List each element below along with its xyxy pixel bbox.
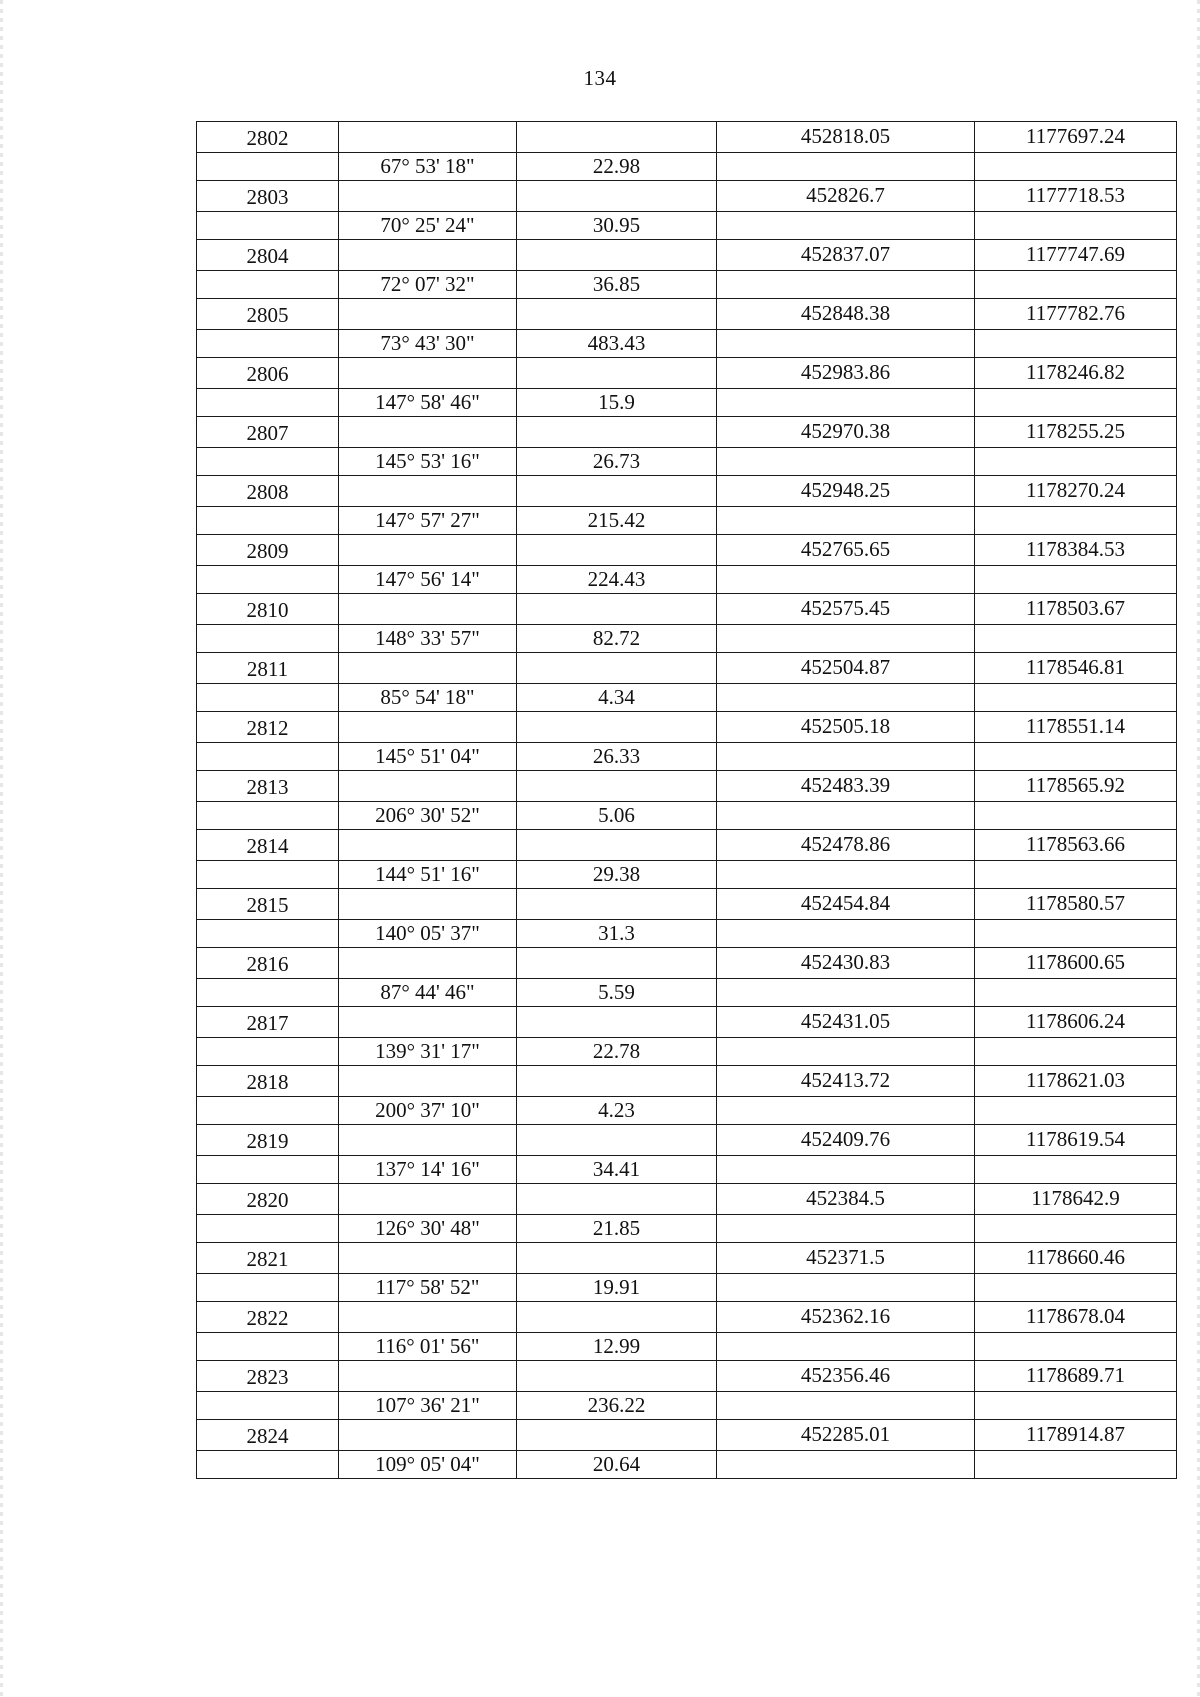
- northing-cell-empty: [717, 1273, 975, 1302]
- segment-row: [197, 270, 1177, 299]
- easting-cell-empty: [975, 1096, 1177, 1125]
- northing-cell: 452848.38: [717, 299, 975, 330]
- bearing-cell: 137° 14' 16": [339, 1155, 517, 1184]
- distance-cell-empty: [517, 240, 717, 271]
- distance-cell-empty: [517, 1007, 717, 1038]
- point-id-cell: 2820: [197, 1184, 339, 1215]
- northing-cell: 452970.38: [717, 417, 975, 448]
- point-row: [197, 240, 1177, 271]
- distance-cell: 12.99: [517, 1332, 717, 1361]
- bearing-cell-empty: [339, 1007, 517, 1038]
- bearing-cell: 147° 57' 27": [339, 506, 517, 535]
- point-id-cell-empty: [197, 565, 339, 594]
- point-id-cell-empty: [197, 388, 339, 417]
- bearing-cell-empty: [339, 1066, 517, 1097]
- point-id-cell-empty: [197, 1037, 339, 1066]
- distance-cell-empty: [517, 594, 717, 625]
- segment-row: [197, 801, 1177, 830]
- distance-cell: 483.43: [517, 329, 717, 358]
- distance-cell-empty: [517, 417, 717, 448]
- easting-cell: 1178678.04: [975, 1302, 1177, 1333]
- distance-cell: 26.73: [517, 447, 717, 476]
- bearing-cell: 140° 05' 37": [339, 919, 517, 948]
- distance-cell-empty: [517, 1361, 717, 1392]
- point-row: [197, 1007, 1177, 1038]
- point-id-cell: 2805: [197, 299, 339, 330]
- point-row: [197, 417, 1177, 448]
- easting-cell: 1177747.69: [975, 240, 1177, 271]
- point-row: [197, 1243, 1177, 1274]
- distance-cell: 82.72: [517, 624, 717, 653]
- easting-cell-empty: [975, 1332, 1177, 1361]
- point-id-cell: 2816: [197, 948, 339, 979]
- bearing-cell-empty: [339, 830, 517, 861]
- point-id-cell: 2819: [197, 1125, 339, 1156]
- bearing-cell: 73° 43' 30": [339, 329, 517, 358]
- northing-cell: 452384.5: [717, 1184, 975, 1215]
- distance-cell: 4.23: [517, 1096, 717, 1125]
- distance-cell: 31.3: [517, 919, 717, 948]
- point-id-cell: 2822: [197, 1302, 339, 1333]
- distance-cell-empty: [517, 122, 717, 153]
- easting-cell: 1178619.54: [975, 1125, 1177, 1156]
- northing-cell: 452413.72: [717, 1066, 975, 1097]
- distance-cell-empty: [517, 1420, 717, 1451]
- bearing-cell-empty: [339, 1184, 517, 1215]
- bearing-cell: 70° 25' 24": [339, 211, 517, 240]
- easting-cell: 1178565.92: [975, 771, 1177, 802]
- bearing-cell-empty: [339, 240, 517, 271]
- point-row: [197, 948, 1177, 979]
- northing-cell-empty: [717, 919, 975, 948]
- bearing-cell: 87° 44' 46": [339, 978, 517, 1007]
- distance-cell-empty: [517, 1243, 717, 1274]
- distance-cell: 21.85: [517, 1214, 717, 1243]
- northing-cell-empty: [717, 801, 975, 830]
- northing-cell-empty: [717, 978, 975, 1007]
- point-id-cell-empty: [197, 152, 339, 181]
- easting-cell-empty: [975, 329, 1177, 358]
- easting-cell-empty: [975, 860, 1177, 889]
- point-id-cell-empty: [197, 624, 339, 653]
- bearing-cell: 139° 31' 17": [339, 1037, 517, 1066]
- point-row: [197, 476, 1177, 507]
- point-row: [197, 535, 1177, 566]
- easting-cell: 1178255.25: [975, 417, 1177, 448]
- coordinate-table: [196, 121, 1177, 1479]
- northing-cell-empty: [717, 329, 975, 358]
- segment-row: [197, 860, 1177, 889]
- point-id-cell-empty: [197, 978, 339, 1007]
- easting-cell-empty: [975, 978, 1177, 1007]
- distance-cell: 34.41: [517, 1155, 717, 1184]
- bearing-cell-empty: [339, 417, 517, 448]
- distance-cell: 19.91: [517, 1273, 717, 1302]
- point-id-cell: 2812: [197, 712, 339, 743]
- point-row: [197, 1420, 1177, 1451]
- point-row: [197, 1361, 1177, 1392]
- northing-cell: 452818.05: [717, 122, 975, 153]
- bearing-cell-empty: [339, 1125, 517, 1156]
- segment-row: [197, 1273, 1177, 1302]
- bearing-cell-empty: [339, 1302, 517, 1333]
- easting-cell-empty: [975, 152, 1177, 181]
- bearing-cell: 147° 56' 14": [339, 565, 517, 594]
- segment-row: [197, 1096, 1177, 1125]
- point-row: [197, 1125, 1177, 1156]
- bearing-cell: 126° 30' 48": [339, 1214, 517, 1243]
- easting-cell-empty: [975, 1155, 1177, 1184]
- distance-cell-empty: [517, 1184, 717, 1215]
- distance-cell: 215.42: [517, 506, 717, 535]
- bearing-cell: 67° 53' 18": [339, 152, 517, 181]
- distance-cell-empty: [517, 889, 717, 920]
- easting-cell: 1178270.24: [975, 476, 1177, 507]
- bearing-cell: 200° 37' 10": [339, 1096, 517, 1125]
- distance-cell: 4.34: [517, 683, 717, 712]
- point-id-cell: 2818: [197, 1066, 339, 1097]
- northing-cell-empty: [717, 270, 975, 299]
- point-row: [197, 594, 1177, 625]
- distance-cell: 26.33: [517, 742, 717, 771]
- easting-cell: 1178580.57: [975, 889, 1177, 920]
- point-id-cell: 2813: [197, 771, 339, 802]
- point-id-cell: 2823: [197, 1361, 339, 1392]
- point-row: [197, 1302, 1177, 1333]
- easting-cell-empty: [975, 388, 1177, 417]
- bearing-cell-empty: [339, 1243, 517, 1274]
- distance-cell: 22.78: [517, 1037, 717, 1066]
- point-id-cell-empty: [197, 919, 339, 948]
- northing-cell-empty: [717, 742, 975, 771]
- distance-cell-empty: [517, 476, 717, 507]
- distance-cell: 224.43: [517, 565, 717, 594]
- bearing-cell-empty: [339, 1361, 517, 1392]
- segment-row: [197, 211, 1177, 240]
- distance-cell: 5.06: [517, 801, 717, 830]
- point-id-cell: 2810: [197, 594, 339, 625]
- bearing-cell: 107° 36' 21": [339, 1391, 517, 1420]
- point-id-cell: 2803: [197, 181, 339, 212]
- distance-cell: 36.85: [517, 270, 717, 299]
- northing-cell: 452505.18: [717, 712, 975, 743]
- northing-cell-empty: [717, 683, 975, 712]
- point-id-cell-empty: [197, 860, 339, 889]
- segment-row: [197, 388, 1177, 417]
- northing-cell: 452409.76: [717, 1125, 975, 1156]
- easting-cell-empty: [975, 1450, 1177, 1479]
- point-id-cell-empty: [197, 506, 339, 535]
- northing-cell: 452454.84: [717, 889, 975, 920]
- easting-cell: 1178563.66: [975, 830, 1177, 861]
- segment-row: [197, 742, 1177, 771]
- point-id-cell-empty: [197, 1096, 339, 1125]
- point-id-cell: 2815: [197, 889, 339, 920]
- bearing-cell-empty: [339, 594, 517, 625]
- northing-cell-empty: [717, 1155, 975, 1184]
- point-id-cell: 2807: [197, 417, 339, 448]
- bearing-cell: 147° 58' 46": [339, 388, 517, 417]
- northing-cell-empty: [717, 565, 975, 594]
- northing-cell-empty: [717, 860, 975, 889]
- northing-cell-empty: [717, 1332, 975, 1361]
- bearing-cell-empty: [339, 358, 517, 389]
- segment-row: [197, 1332, 1177, 1361]
- point-id-cell-empty: [197, 742, 339, 771]
- point-id-cell-empty: [197, 211, 339, 240]
- northing-cell: 452285.01: [717, 1420, 975, 1451]
- distance-cell: 22.98: [517, 152, 717, 181]
- bearing-cell-empty: [339, 1420, 517, 1451]
- bearing-cell: 145° 53' 16": [339, 447, 517, 476]
- easting-cell-empty: [975, 1214, 1177, 1243]
- northing-cell-empty: [717, 1037, 975, 1066]
- distance-cell: 30.95: [517, 211, 717, 240]
- easting-cell-empty: [975, 270, 1177, 299]
- page-number: 134: [583, 66, 617, 90]
- point-id-cell: 2802: [197, 122, 339, 153]
- easting-cell-empty: [975, 1037, 1177, 1066]
- point-row: [197, 1066, 1177, 1097]
- distance-cell-empty: [517, 299, 717, 330]
- bearing-cell-empty: [339, 712, 517, 743]
- point-id-cell: 2814: [197, 830, 339, 861]
- point-id-cell-empty: [197, 801, 339, 830]
- easting-cell-empty: [975, 919, 1177, 948]
- bearing-cell: 145° 51' 04": [339, 742, 517, 771]
- easting-cell: 1178246.82: [975, 358, 1177, 389]
- easting-cell-empty: [975, 211, 1177, 240]
- coordinate-table-body: [197, 122, 1177, 1479]
- segment-row: [197, 1391, 1177, 1420]
- bearing-cell-empty: [339, 476, 517, 507]
- distance-cell-empty: [517, 1066, 717, 1097]
- distance-cell-empty: [517, 181, 717, 212]
- northing-cell: 452430.83: [717, 948, 975, 979]
- point-id-cell-empty: [197, 1214, 339, 1243]
- segment-row: [197, 919, 1177, 948]
- easting-cell: 1177697.24: [975, 122, 1177, 153]
- point-id-cell: 2804: [197, 240, 339, 271]
- distance-cell-empty: [517, 358, 717, 389]
- point-row: [197, 712, 1177, 743]
- bearing-cell: 109° 05' 04": [339, 1450, 517, 1479]
- easting-cell-empty: [975, 1273, 1177, 1302]
- point-row: [197, 181, 1177, 212]
- point-id-cell-empty: [197, 1332, 339, 1361]
- easting-cell: 1178503.67: [975, 594, 1177, 625]
- bearing-cell: 72° 07' 32": [339, 270, 517, 299]
- easting-cell: 1178546.81: [975, 653, 1177, 684]
- northing-cell: 452504.87: [717, 653, 975, 684]
- easting-cell: 1178606.24: [975, 1007, 1177, 1038]
- northing-cell-empty: [717, 1391, 975, 1420]
- point-id-cell-empty: [197, 1155, 339, 1184]
- bearing-cell-empty: [339, 122, 517, 153]
- easting-cell-empty: [975, 801, 1177, 830]
- distance-cell-empty: [517, 712, 717, 743]
- easting-cell: 1178660.46: [975, 1243, 1177, 1274]
- bearing-cell: 144° 51' 16": [339, 860, 517, 889]
- northing-cell-empty: [717, 211, 975, 240]
- distance-cell-empty: [517, 1302, 717, 1333]
- bearing-cell: 148° 33' 57": [339, 624, 517, 653]
- point-id-cell: 2806: [197, 358, 339, 389]
- segment-row: [197, 1037, 1177, 1066]
- point-id-cell: 2808: [197, 476, 339, 507]
- northing-cell-empty: [717, 1214, 975, 1243]
- distance-cell: 15.9: [517, 388, 717, 417]
- easting-cell: 1178551.14: [975, 712, 1177, 743]
- bearing-cell: 206° 30' 52": [339, 801, 517, 830]
- easting-cell-empty: [975, 1391, 1177, 1420]
- distance-cell-empty: [517, 948, 717, 979]
- bearing-cell: 116° 01' 56": [339, 1332, 517, 1361]
- segment-row: [197, 978, 1177, 1007]
- easting-cell: 1178384.53: [975, 535, 1177, 566]
- segment-row: [197, 329, 1177, 358]
- point-row: [197, 299, 1177, 330]
- northing-cell: 452362.16: [717, 1302, 975, 1333]
- point-id-cell-empty: [197, 1391, 339, 1420]
- northing-cell-empty: [717, 388, 975, 417]
- northing-cell: 452983.86: [717, 358, 975, 389]
- northing-cell: 452371.5: [717, 1243, 975, 1274]
- point-id-cell-empty: [197, 270, 339, 299]
- segment-row: [197, 683, 1177, 712]
- easting-cell: 1178621.03: [975, 1066, 1177, 1097]
- northing-cell-empty: [717, 506, 975, 535]
- point-id-cell: 2809: [197, 535, 339, 566]
- point-row: [197, 1184, 1177, 1215]
- segment-row: [197, 1155, 1177, 1184]
- segment-row: [197, 152, 1177, 181]
- segment-row: [197, 1214, 1177, 1243]
- point-id-cell: 2824: [197, 1420, 339, 1451]
- northing-cell: 452431.05: [717, 1007, 975, 1038]
- segment-row: [197, 506, 1177, 535]
- point-id-cell: 2811: [197, 653, 339, 684]
- bearing-cell-empty: [339, 889, 517, 920]
- point-id-cell-empty: [197, 447, 339, 476]
- point-row: [197, 358, 1177, 389]
- distance-cell-empty: [517, 771, 717, 802]
- bearing-cell: 117° 58' 52": [339, 1273, 517, 1302]
- northing-cell: 452826.7: [717, 181, 975, 212]
- distance-cell: 5.59: [517, 978, 717, 1007]
- distance-cell: 29.38: [517, 860, 717, 889]
- easting-cell: 1178689.71: [975, 1361, 1177, 1392]
- northing-cell: 452478.86: [717, 830, 975, 861]
- northing-cell-empty: [717, 152, 975, 181]
- segment-row: [197, 565, 1177, 594]
- bearing-cell: 85° 54' 18": [339, 683, 517, 712]
- distance-cell-empty: [517, 535, 717, 566]
- segment-row: [197, 1450, 1177, 1479]
- distance-cell-empty: [517, 830, 717, 861]
- northing-cell: 452837.07: [717, 240, 975, 271]
- distance-cell-empty: [517, 1125, 717, 1156]
- point-id-cell-empty: [197, 683, 339, 712]
- easting-cell: 1177782.76: [975, 299, 1177, 330]
- scan-edge-left: [0, 0, 3, 1697]
- segment-row: [197, 447, 1177, 476]
- point-row: [197, 653, 1177, 684]
- northing-cell-empty: [717, 1096, 975, 1125]
- easting-cell: 1177718.53: [975, 181, 1177, 212]
- distance-cell-empty: [517, 653, 717, 684]
- northing-cell-empty: [717, 624, 975, 653]
- point-id-cell-empty: [197, 1273, 339, 1302]
- easting-cell-empty: [975, 742, 1177, 771]
- easting-cell: 1178914.87: [975, 1420, 1177, 1451]
- easting-cell-empty: [975, 683, 1177, 712]
- northing-cell: 452356.46: [717, 1361, 975, 1392]
- northing-cell-empty: [717, 1450, 975, 1479]
- easting-cell: 1178600.65: [975, 948, 1177, 979]
- point-id-cell-empty: [197, 1450, 339, 1479]
- easting-cell-empty: [975, 624, 1177, 653]
- point-row: [197, 122, 1177, 153]
- bearing-cell-empty: [339, 653, 517, 684]
- easting-cell-empty: [975, 506, 1177, 535]
- segment-row: [197, 624, 1177, 653]
- northing-cell: 452483.39: [717, 771, 975, 802]
- point-row: [197, 889, 1177, 920]
- bearing-cell-empty: [339, 535, 517, 566]
- point-id-cell: 2817: [197, 1007, 339, 1038]
- northing-cell: 452765.65: [717, 535, 975, 566]
- point-id-cell: 2821: [197, 1243, 339, 1274]
- northing-cell: 452948.25: [717, 476, 975, 507]
- easting-cell: 1178642.9: [975, 1184, 1177, 1215]
- point-id-cell-empty: [197, 329, 339, 358]
- point-row: [197, 771, 1177, 802]
- point-row: [197, 830, 1177, 861]
- northing-cell: 452575.45: [717, 594, 975, 625]
- bearing-cell-empty: [339, 299, 517, 330]
- distance-cell: 236.22: [517, 1391, 717, 1420]
- northing-cell-empty: [717, 447, 975, 476]
- bearing-cell-empty: [339, 948, 517, 979]
- distance-cell: 20.64: [517, 1450, 717, 1479]
- easting-cell-empty: [975, 447, 1177, 476]
- easting-cell-empty: [975, 565, 1177, 594]
- bearing-cell-empty: [339, 181, 517, 212]
- bearing-cell-empty: [339, 771, 517, 802]
